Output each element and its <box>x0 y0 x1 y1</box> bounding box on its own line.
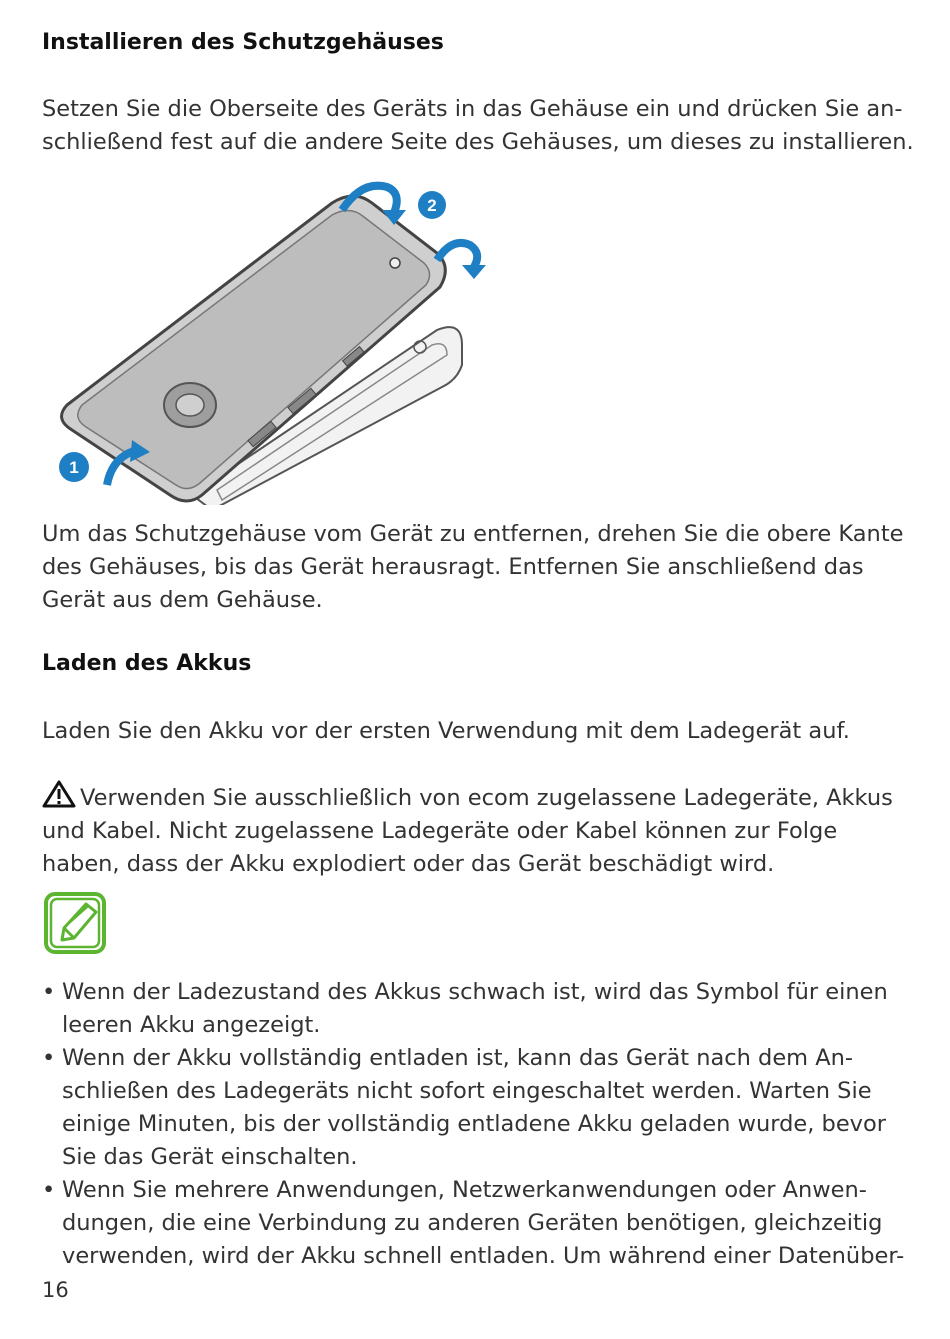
text-line: • Wenn der Akku vollständig entladen ist, kann das Gerät nach dem An- <box>62 1045 854 1071</box>
text-line: Sie das Gerät einschalten. <box>62 1144 358 1170</box>
text-line: leeren Akku angezeigt. <box>62 1012 321 1038</box>
case-installation-illustration <box>42 165 502 505</box>
section-heading-install-case: Installieren des Schutzgehäuses <box>42 30 444 55</box>
list-item <box>42 976 912 1042</box>
note-pen-icon <box>42 890 108 956</box>
text-line: einige Minuten, bis der vollständig entladene Akku geladen wurde, bevor <box>62 1111 886 1137</box>
battery-tips-list <box>42 976 912 1273</box>
list-item <box>42 1174 912 1273</box>
text-line: verwenden, wird der Akku schnell entladen. Um während einer Datenüber- <box>62 1243 905 1269</box>
removal-instructions <box>42 518 902 617</box>
svg-text:2: 2 <box>427 196 437 215</box>
text-line: schließend fest auf die andere Seite des Gehäuses, um dieses zu installieren. <box>42 129 914 155</box>
text-line: dungen, die eine Verbindung zu anderen Geräten benötigen, gleichzeitig <box>62 1210 883 1236</box>
section-heading-charge-battery: Laden des Akkus <box>42 651 252 676</box>
text-line: • Wenn der Ladezustand des Akkus schwach ist, wird das Symbol für einen <box>62 979 888 1005</box>
text-line: • Wenn Sie mehrere Anwendungen, Netzwerkanwendungen oder Anwen- <box>62 1177 867 1203</box>
text-line: Laden Sie den Akku vor der ersten Verwendung mit dem Ladegerät auf. <box>42 718 850 744</box>
warning-paragraph <box>42 780 902 881</box>
text-line: schließen des Ladegeräts nicht sofort eingeschaltet werden. Warten Sie <box>62 1078 872 1104</box>
list-item <box>42 1042 912 1174</box>
text-line <box>42 780 902 815</box>
text-line: Um das Schutzgehäuse vom Gerät zu entfernen, drehen Sie die obere Kante <box>42 521 904 547</box>
text-line: Setzen Sie die Oberseite des Geräts in das Gehäuse ein und drücken Sie an- <box>42 96 903 122</box>
text-line: des Gehäuses, bis das Gerät herausragt. Entfernen Sie anschließend das <box>42 554 864 580</box>
text-line: und Kabel. Nicht zugelassene Ladegeräte oder Kabel können zur Folge <box>42 818 838 844</box>
charge-intro <box>42 715 902 748</box>
text-line: Gerät aus dem Gehäuse. <box>42 587 323 613</box>
install-instructions <box>42 93 914 159</box>
warning-triangle-icon <box>42 780 76 808</box>
page-number: 16 <box>42 1278 69 1302</box>
warning-text-line: Verwenden Sie ausschließlich von ecom zugelassene Ladegeräte, Akkus <box>80 785 893 811</box>
step-1-badge <box>59 452 89 482</box>
svg-text:1: 1 <box>69 458 79 477</box>
step-2-badge <box>418 191 446 219</box>
text-line: haben, dass der Akku explodiert oder das Gerät beschädigt wird. <box>42 851 775 877</box>
